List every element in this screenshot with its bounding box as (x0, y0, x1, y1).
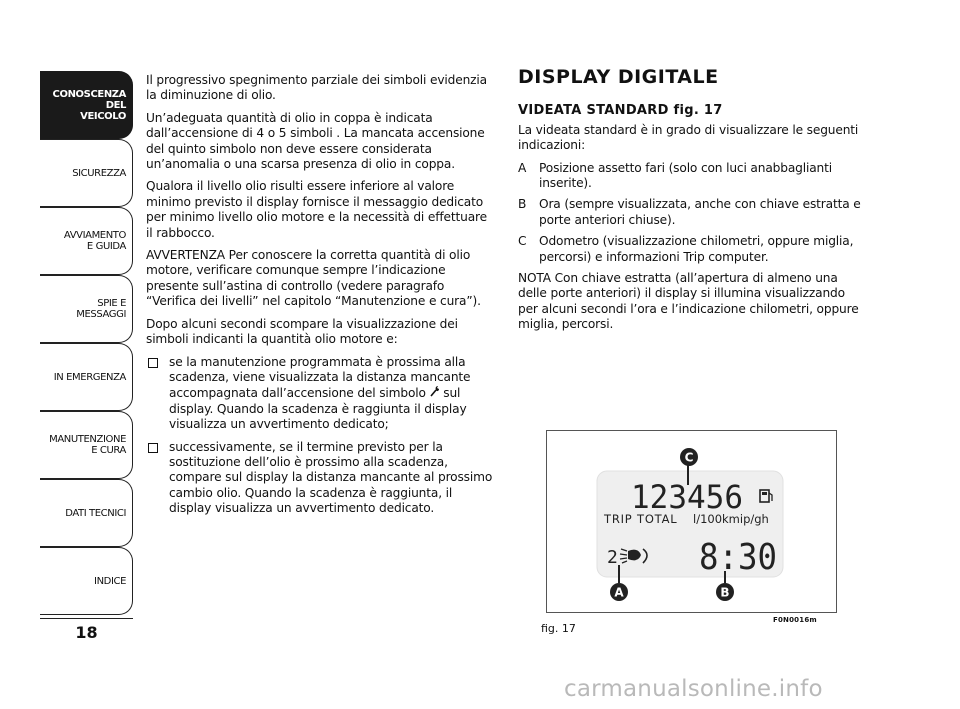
list-item-text: successivamente, se il termine previsto per la sostituzione dell’olio è prossimo alla scadenza, compare sul display la distanza mancante al prossimo cambio olio. Quando la scadenza è raggiunta, il display visualizza un avvertimento dedicato. (169, 439, 493, 516)
paragraph: Il progressivo spegnimento parziale dei simboli evidenzia la diminuzione di olio. (146, 73, 487, 103)
item-text: Posizione assetto fari (solo con luci anabbaglianti inserite). (539, 160, 832, 191)
tab-manutenzione-e-cura[interactable]: MANUTENZIONE E CURA (40, 411, 133, 479)
list-item (518, 161, 868, 192)
list-item (146, 355, 496, 433)
callout-b-label: B (720, 585, 730, 600)
tab-dati-tecnici[interactable]: DATI TECNICI (40, 479, 133, 547)
digital-display-illustration (547, 431, 838, 614)
headlight-level-value: 2 (607, 547, 618, 568)
callout-c-label: C (684, 450, 694, 465)
right-text-column (518, 66, 868, 340)
paragraph: La videata standard è in grado di visualizzare le seguenti indicazioni: (518, 122, 859, 153)
note-paragraph: NOTA Con chiave estratta (all’apertura di almeno una delle porte anteriori) il display si illumina visualizzando per alcuni secondi l’ora e l’indicazione chilometri, oppure miglia, percorsi. (518, 271, 859, 332)
item-key: C (518, 234, 527, 249)
item-text: Odometro (visualizzazione chilometri, oppure miglia, percorsi) e informazioni Trip computer. (539, 234, 854, 264)
list-item (146, 440, 496, 517)
list-item (518, 197, 868, 228)
list-item-text: sul display. Quando la scadenza è raggiunta il display visualizza un avvertimento dedicato; (169, 386, 467, 432)
divider (40, 618, 133, 619)
tab-conoscenza-del-veicolo[interactable]: CONOSCENZA DEL VEICOLO (40, 71, 133, 139)
chapter-tabs (40, 71, 133, 615)
callout-a-label: A (614, 585, 624, 600)
trip-label: TRIP TOTAL (604, 512, 678, 526)
tab-indice[interactable]: INDICE (40, 547, 133, 615)
item-text: Ora (sempre visualizzata, anche con chiave estratta e porte anteriori chiuse). (539, 197, 861, 227)
list-item-text: se la manutenzione programmata è prossima alla scadenza, viene visualizzata la distanza mancante accompagnata dall’accensione del simbolo (169, 354, 471, 401)
clock-readout: 8:30 (699, 537, 777, 578)
figure-caption: fig. 17 (541, 622, 576, 635)
tab-avviamento-e-guida[interactable]: AVVIAMENTO E GUIDA (40, 207, 133, 275)
figure-code: F0N0016m (773, 616, 817, 624)
checkbox-bullet-icon (148, 443, 158, 453)
odometer-readout: 123456 (631, 478, 743, 516)
tab-spie-e-messaggi[interactable]: SPIE E MESSAGGI (40, 275, 133, 343)
item-key: A (518, 160, 527, 175)
checkbox-bullet-icon (148, 358, 158, 368)
paragraph: Dopo alcuni secondi scompare la visualizzazione dei simboli indicanti la quantità olio motore e: (146, 316, 458, 347)
paragraph: Un’adeguata quantità di olio in coppa è indicata dall’accensione di 4 o 5 simboli . La mancata accensione del quinto simbolo non deve essere considerata un’anomalia o una scarsa presenza di olio in coppa. (146, 110, 485, 172)
section-subtitle: VIDEATA STANDARD fig. 17 (518, 103, 723, 119)
unit-label: l/100kmip/gh (693, 512, 769, 526)
page-number: 18 (75, 623, 98, 642)
section-title: DISPLAY DIGITALE (518, 66, 719, 88)
warning-paragraph: AVVERTENZA Per conoscere la corretta quantità di olio motore, verificare comunque sempre l’indicazione presente sull’astina di controllo (vedere paragrafo “Verifica dei livelli” nel capitolo “Manutenzione e cura”). (146, 248, 481, 309)
paragraph: Qualora il livello olio risulti essere inferiore al valore minimo previsto il display fornisce il messaggio dedicato per minimo livello olio motore e la necessità di effettuare il rabbocco. (146, 179, 487, 240)
item-key: B (518, 197, 527, 212)
tab-sicurezza[interactable]: SICUREZZA (40, 139, 133, 207)
tab-in-emergenza[interactable]: IN EMERGENZA (40, 343, 133, 411)
list-item (518, 234, 868, 265)
display-figure (546, 430, 837, 613)
left-text-column (146, 73, 496, 524)
wrench-icon (430, 385, 440, 401)
watermark: carmanualsonline.info (564, 676, 823, 702)
